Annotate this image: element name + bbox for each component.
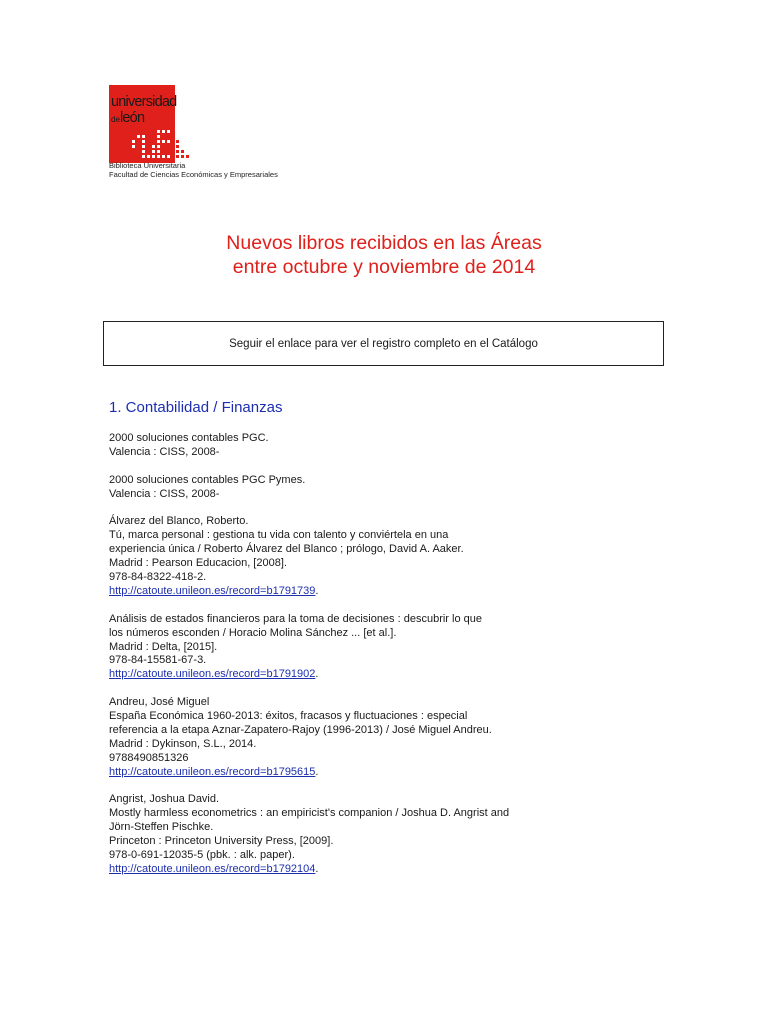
library-caption (109, 161, 278, 179)
catalog-record-link[interactable]: http://catoute.unileon.es/record=b1791739 (109, 584, 316, 597)
university-logo (109, 85, 189, 163)
book-entry-line: Valencia : CISS, 2008- (109, 445, 220, 458)
book-entry-line: Jörn-Steffen Pischke. (109, 821, 214, 834)
book-entry-line: 978-84-8322-418-2. (109, 571, 207, 584)
library-caption-line2: Facultad de Ciencias Económicas y Empresariales (109, 170, 278, 179)
book-entry-line: Valencia : CISS, 2008- (109, 487, 220, 500)
catalog-link-line: http://catoute.unileon.es/record=b1791739. (109, 584, 319, 597)
book-entry (109, 515, 669, 598)
book-entry-line: 9788490851326 (109, 751, 189, 764)
book-entry-line: España Económica 1960-2013: éxitos, fracasos y fluctuaciones : especial (109, 710, 468, 723)
svg-text:universidad: universidad (111, 94, 177, 110)
book-entry (109, 474, 669, 502)
page-title-line2: entre octubre y noviembre de 2014 (232, 256, 536, 278)
book-entry-line: Princeton : Princeton University Press, [2009]. (109, 835, 334, 848)
book-list (109, 432, 669, 891)
book-entry-line: Angrist, Joshua David. (109, 793, 220, 806)
book-entry-line: 978-84-15581-67-3. (109, 654, 207, 667)
book-entry-line: Tú, marca personal : gestiona tu vida con talento y conviértela en una (109, 529, 449, 542)
book-entry-line: experiencia única / Roberto Álvarez del Blanco ; prólogo, David A. Aaker. (109, 543, 464, 556)
catalog-record-link[interactable]: http://catoute.unileon.es/record=b1791902 (109, 668, 316, 681)
book-entry (109, 432, 669, 460)
catalog-record-link[interactable]: http://catoute.unileon.es/record=b1792104 (109, 863, 316, 876)
book-entry-line: Madrid : Pearson Educacion, [2008]. (109, 557, 287, 570)
book-entry-line: Madrid : Dykinson, S.L., 2014. (109, 737, 257, 750)
catalog-link-line: http://catoute.unileon.es/record=b1791902. (109, 668, 319, 681)
book-entry-line: Madrid : Delta, [2015]. (109, 640, 218, 653)
catalog-link-line: http://catoute.unileon.es/record=b1792104. (109, 863, 319, 876)
book-entry-line: Álvarez del Blanco, Roberto. (109, 515, 249, 528)
book-entry-line: los números esconden / Horacio Molina Sánchez ... [et al.]. (109, 626, 397, 639)
book-entry (109, 793, 669, 876)
book-entry-line: referencia a la etapa Aznar-Zapatero-Rajoy (1996-2013) / José Miguel Andreu. (109, 723, 492, 736)
svg-text:león: león (120, 110, 145, 126)
book-entry-line: Andreu, José Miguel (109, 696, 210, 709)
catalog-record-link[interactable]: http://catoute.unileon.es/record=b1795615 (109, 765, 316, 778)
book-entry-line: Análisis de estados financieros para la toma de decisiones : descubrir lo que (109, 612, 482, 625)
svg-text:de: de (111, 115, 120, 124)
book-entry-line: Mostly harmless econometrics : an empiricist's companion / Joshua D. Angrist and (109, 807, 510, 820)
book-entry-line: 2000 soluciones contables PGC Pymes. (109, 473, 306, 486)
library-caption-line1: Biblioteca Universitaria (109, 161, 186, 170)
catalog-notice (103, 321, 664, 366)
section-heading: 1. Contabilidad / Finanzas (109, 399, 283, 416)
catalog-notice-text: Seguir el enlace para ver el registro completo en el Catálogo (229, 337, 538, 350)
catalog-link-line: http://catoute.unileon.es/record=b1795615. (109, 765, 319, 778)
page-title-line1: Nuevos libros recibidos en las Áreas (226, 232, 542, 254)
book-entry-line: 978-0-691-12035-5 (pbk. : alk. paper). (109, 849, 295, 862)
book-entry (109, 613, 669, 683)
page-title (0, 231, 768, 279)
book-entry (109, 696, 669, 779)
book-entry-line: 2000 soluciones contables PGC. (109, 432, 269, 444)
